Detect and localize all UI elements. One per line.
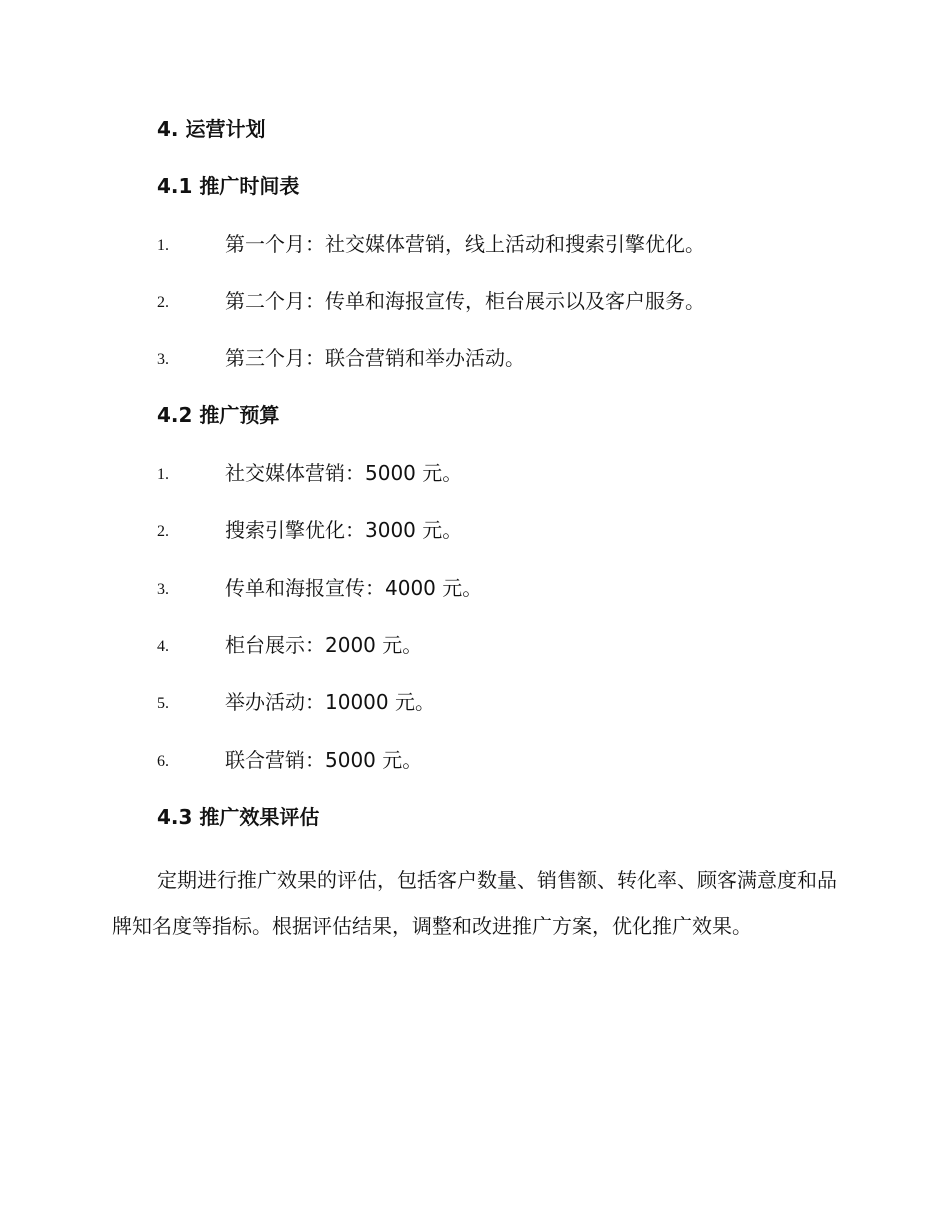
list-text: 传单和海报宣传：4000 元。 — [225, 576, 483, 600]
list-number: 6. — [157, 753, 169, 770]
list-number: 3. — [157, 351, 169, 368]
list-number: 1. — [157, 466, 169, 483]
list-text: 第一个月：社交媒体营销，线上活动和搜索引擎优化。 — [225, 232, 705, 256]
list-number: 3. — [157, 581, 169, 598]
list-number: 2. — [157, 294, 169, 311]
schedule-heading: 4.1 推广时间表 — [157, 174, 300, 198]
budget-heading: 4.2 推广预算 — [157, 403, 280, 427]
list-text: 举办活动：10000 元。 — [225, 690, 435, 714]
list-text: 柜台展示：2000 元。 — [225, 633, 423, 657]
evaluation-heading: 4.3 推广效果评估 — [157, 805, 320, 829]
list-number: 2. — [157, 523, 169, 540]
list-text: 第三个月：联合营销和举办活动。 — [225, 346, 525, 370]
list-text: 搜索引擎优化：3000 元。 — [225, 518, 463, 542]
evaluation-paragraph: 定期进行推广效果的评估，包括客户数量、销售额、转化率、顾客满意度和品牌知名度等指标。根据评估结果，调整和改进推广方案，优化推广效果。 — [112, 868, 837, 938]
list-text: 联合营销：5000 元。 — [225, 748, 423, 772]
list-number: 1. — [157, 237, 169, 254]
section-heading: 4. 运营计划 — [157, 117, 266, 141]
list-text: 社交媒体营销：5000 元。 — [225, 461, 463, 485]
list-text: 第二个月：传单和海报宣传，柜台展示以及客户服务。 — [225, 289, 705, 313]
list-number: 5. — [157, 695, 169, 712]
list-number: 4. — [157, 638, 169, 655]
